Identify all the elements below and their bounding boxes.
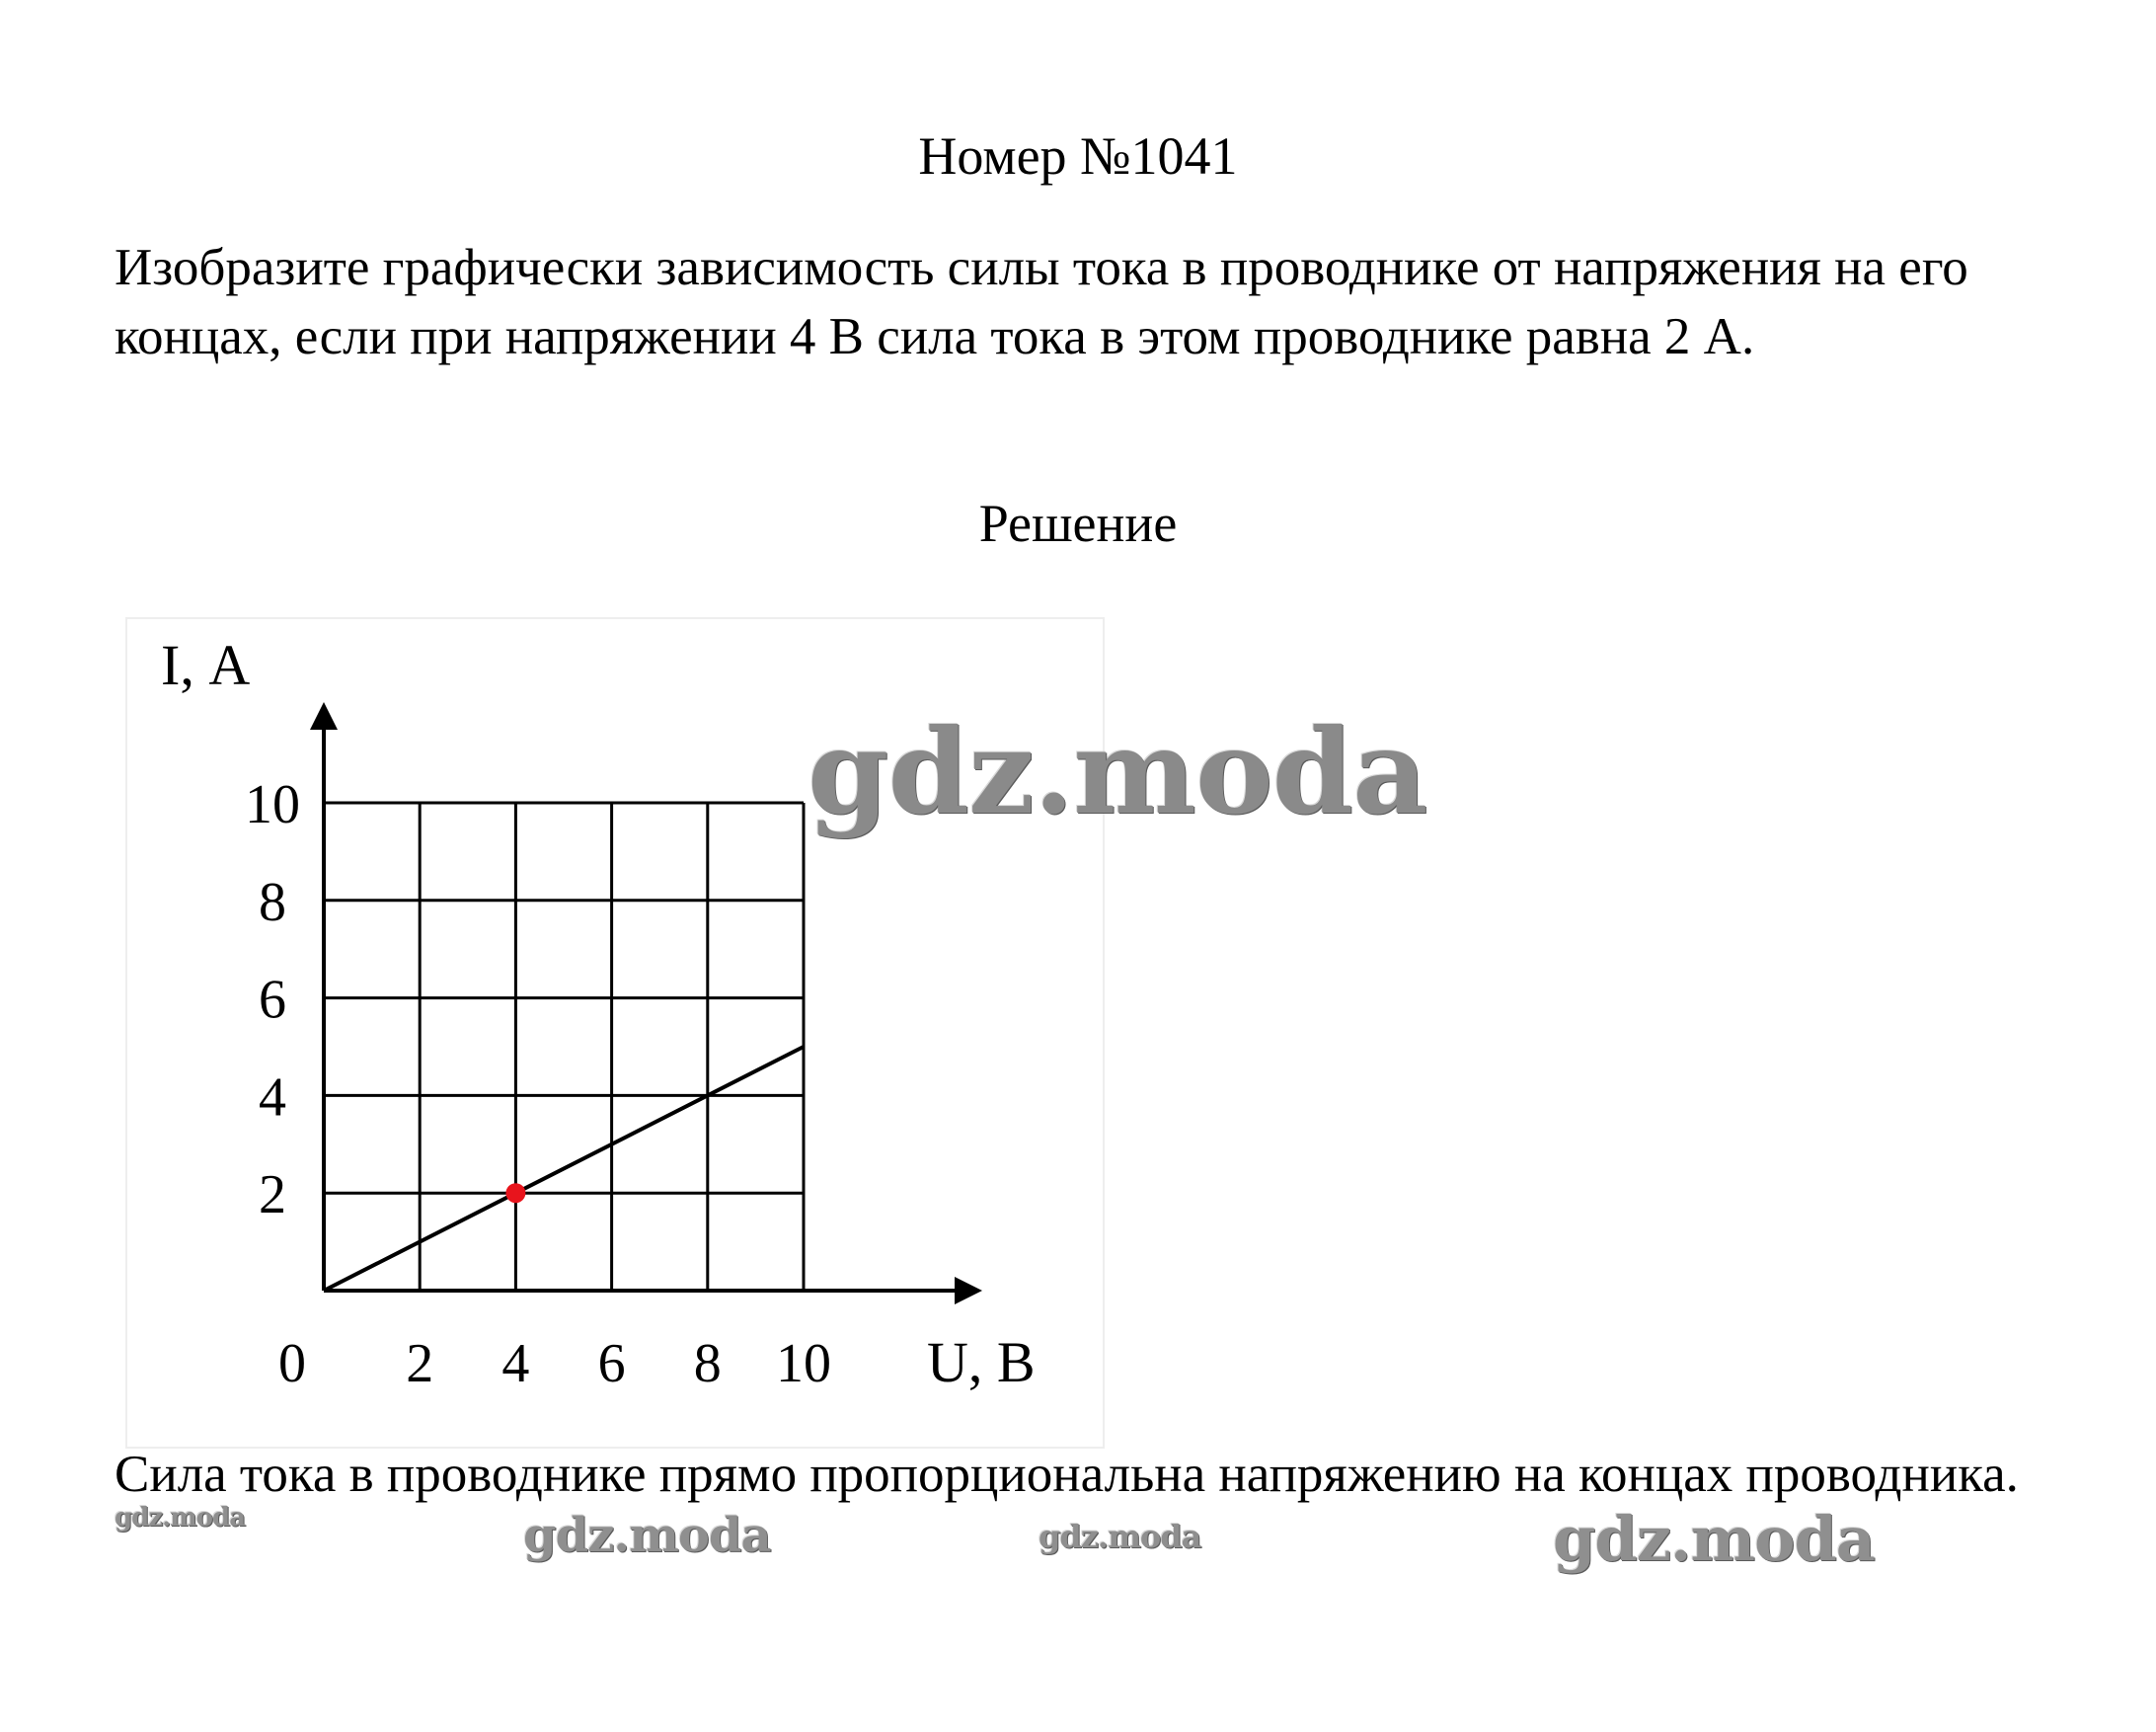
problem-statement: Изобразите графически зависимость силы тока в проводнике от напряжения на его концах, если при напряжении 4 В сила тока в этом проводнике равна 2 А. [115,239,1968,365]
x-tick-label: 8 [693,1333,722,1394]
conclusion-text: Сила тока в проводнике прямо пропорциональна напряжению на концах проводника. [115,1446,2019,1503]
watermark-small: gdz.moda [1553,1503,1875,1575]
y-tick-label: 10 [245,774,300,835]
y-tick-label: 8 [259,871,286,933]
y-axis-arrow [310,702,338,730]
watermark-main: gdz.moda [808,703,1427,840]
y-axis-label: I, А [161,633,251,697]
y-tick-label: 2 [259,1164,286,1226]
origin-label: 0 [278,1333,306,1394]
x-tick-label: 6 [597,1333,626,1394]
x-axis-arrow [955,1277,982,1304]
series-layer [324,1047,804,1291]
solution-heading: Решение [978,494,1178,553]
page-title: Номер №1041 [918,126,1238,186]
x-tick-label: 2 [406,1333,434,1394]
watermark-small: gdz.moda [523,1508,771,1563]
watermark-small: gdz.moda [115,1503,246,1533]
y-tick-label: 6 [259,969,286,1031]
highlight-point [505,1183,525,1203]
x-tick-label: 4 [501,1333,530,1394]
y-tick-label: 4 [259,1066,286,1129]
x-tick-label: 10 [776,1333,831,1394]
series-line [324,1047,804,1291]
x-axis-label: U, В [927,1330,1036,1394]
watermark-small: gdz.moda [1039,1518,1201,1555]
grid-layer [324,803,804,1291]
